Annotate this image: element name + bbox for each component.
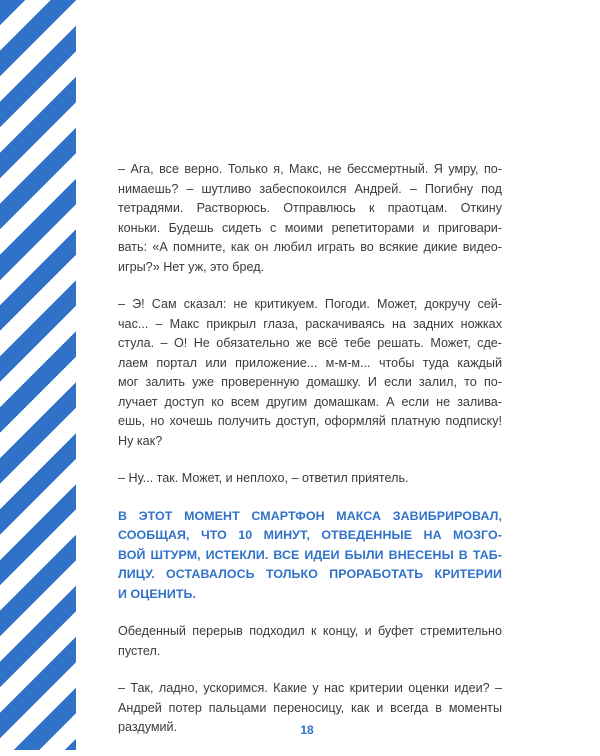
text-line: Обеденный перерыв подходил к концу, и буфет стремительно bbox=[118, 624, 502, 638]
text-line: лаем портал или приложение... м-м-м... чтобы туда каждый bbox=[118, 355, 502, 370]
text-line: нимаешь? – шутливо забеспокоился Андрей. – Погибну под bbox=[118, 181, 502, 196]
page-content bbox=[118, 160, 502, 756]
text-line: Андрей потер пальцами переносицу, как и всегда в моменты bbox=[118, 700, 502, 715]
paragraph-4 bbox=[118, 622, 502, 661]
text-line: Ну как? bbox=[118, 433, 163, 448]
text-line: стула. – О! Не обязательно же всё тебе решать. Может, сде- bbox=[118, 336, 502, 350]
text-line: мог залить уже проверенную домашку. И если залил, то по- bbox=[118, 375, 502, 389]
text-line: пустел. bbox=[118, 643, 161, 658]
paragraph-1 bbox=[118, 160, 502, 277]
text-line: – Ага, все верно. Только я, Макс, не бессмертный. Я умру, по- bbox=[118, 162, 502, 176]
text-line: – Ну... так. Может, и неплохо, – ответил приятель. bbox=[118, 471, 409, 485]
text-line: лучает доступ ко всем другим домашкам. А если не залива- bbox=[118, 394, 502, 409]
page-number: 18 bbox=[300, 723, 314, 737]
paragraph-2 bbox=[118, 295, 502, 451]
highlight-paragraph bbox=[118, 507, 502, 605]
paragraph-3 bbox=[118, 469, 502, 489]
text-line: вать: «А помните, как он любил играть во всякие дикие видео- bbox=[118, 240, 502, 254]
text-line: ешь, но хочешь получить доступ, оформляй платную подписку! bbox=[118, 414, 502, 428]
text-line: тетрадями. Растворюсь. Отправлюсь к праотцам. Откину bbox=[118, 201, 502, 215]
highlight-line: ЛИЦУ. ОСТАВАЛОСЬ ТОЛЬКО ПРОРАБОТАТЬ КРИТЕРИИ bbox=[118, 567, 502, 581]
text-line: раздумий. bbox=[118, 720, 178, 734]
decorative-stripe-band bbox=[0, 0, 76, 750]
text-line: час... – Макс прикрыл глаза, раскачиваясь на задних ножках bbox=[118, 316, 502, 331]
highlight-line: В ЭТОТ МОМЕНТ СМАРТФОН МАКСА ЗАВИБРИРОВАЛ, bbox=[118, 508, 502, 523]
highlight-line: СООБЩАЯ, ЧТО 10 МИНУТ, ОТВЕДЕННЫЕ НА МОЗГО- bbox=[118, 528, 502, 542]
text-line: игры?» Нет уж, это бред. bbox=[118, 259, 265, 274]
text-line: – Э! Сам сказал: не критикуем. Погоди. Может, докручу сей- bbox=[118, 297, 502, 311]
highlight-line: И ОЦЕНИТЬ. bbox=[118, 586, 197, 601]
highlight-line: ВОЙ ШТУРМ, ИСТЕКЛИ. ВСЕ ИДЕИ БЫЛИ ВНЕСЕНЫ В ТАБ- bbox=[118, 547, 502, 562]
text-line: – Так, ладно, ускоримся. Какие у нас критерии оценки идеи? – bbox=[118, 681, 502, 695]
text-line: коньки. Будешь сидеть с моими репетиторами и приговари- bbox=[118, 220, 502, 235]
